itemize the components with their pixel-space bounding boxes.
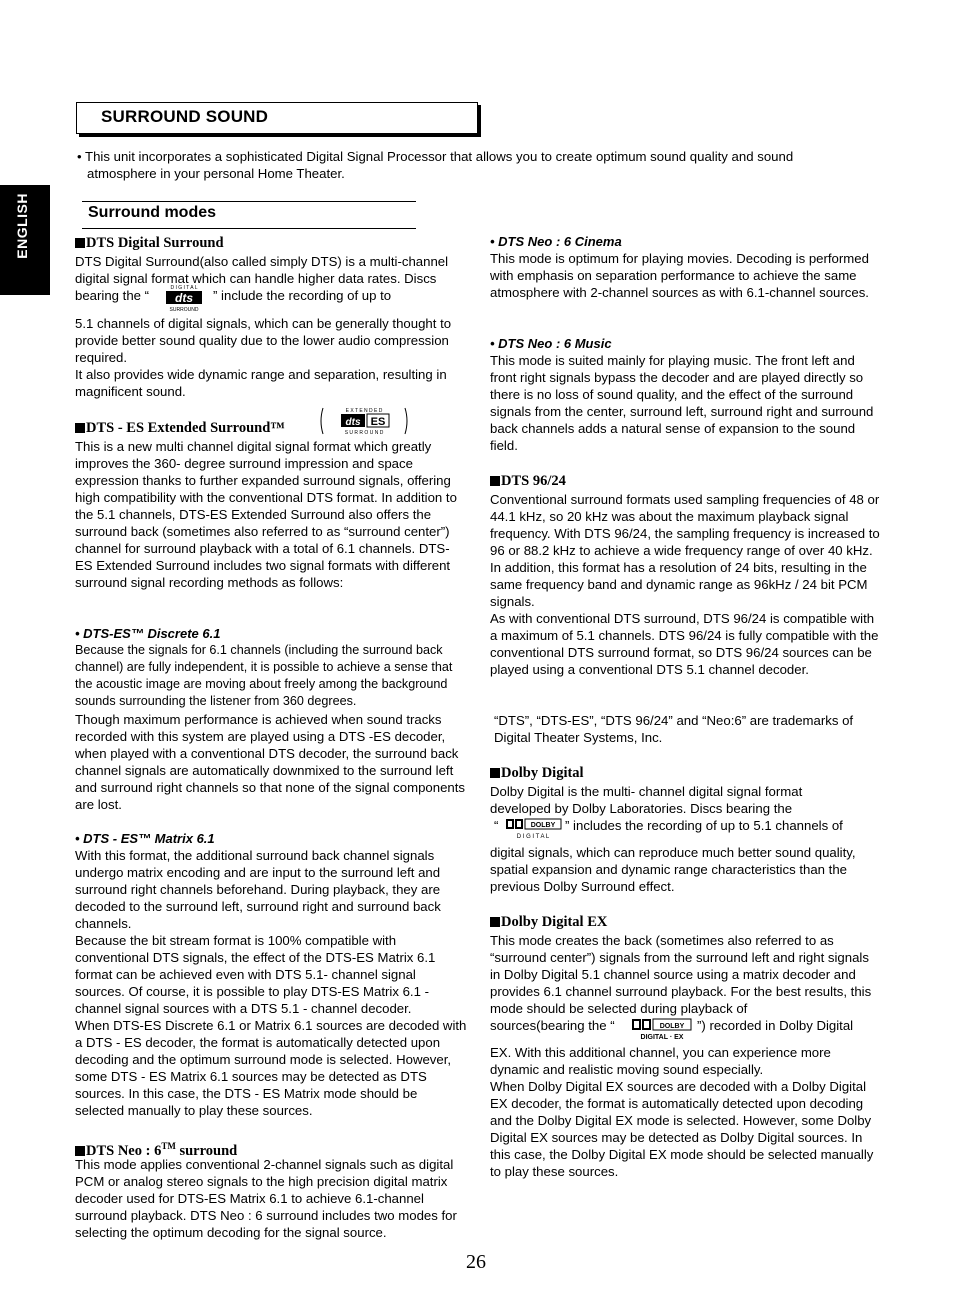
page-number: 26 <box>466 1251 486 1273</box>
section-title: Surround modes <box>88 204 217 221</box>
bullet-square-icon <box>490 768 500 778</box>
page-title: SURROUND SOUND <box>101 107 269 126</box>
neo6-cinema-paragraph: This mode is optimum for playing movies. Decoding is performed with emphasis on separation performance to achieve the same atmosphere with 2-channel sources as with 6.1-channel sources. <box>490 251 869 300</box>
svg-text:D I G I T A L: D I G I T A L <box>170 285 198 291</box>
svg-text:DOLBY: DOLBY <box>659 1023 685 1030</box>
language-tab <box>0 185 50 295</box>
svg-text:dts: dts <box>345 417 361 428</box>
intro-text <box>77 148 877 182</box>
bullet-square-icon <box>490 476 500 486</box>
bullet-square-icon <box>75 423 85 433</box>
dolby-digital-ex-logo-icon <box>631 1018 693 1046</box>
svg-text:ES: ES <box>370 416 386 428</box>
dts-9624-paragraph-1: Conventional surround formats used sampling frequencies of 48 or 44.1 kHz, so 20 kHz was about the maximum playback signal frequency. With DTS 96/24, the sampling frequency is increased to 96 or 88.2 kHz to achieve a wide frequency range of over 40 kHz. In addition, this format has a resolution of 24 bits, resulting in the same frequency band and dynamic range as 96kHz / 24 bit PCM signals. <box>490 492 880 609</box>
dts-es-paragraph: This is a new multi channel digital signal format which greatly improves the 360- degree surround impression and space expression thanks to further expanded surround signals, offering high compatibility with the conventional DTS format. In addition to the 5.1 channels, DTS-ES Extended Surround also offers the surround back (sometimes also referred to as “surround center”) channel for surround playback with a total of 6.1 channels. DTS-ES Extended Surround includes two signal formats with different surround signal recording methods as follows: <box>75 439 457 590</box>
dts-9624-paragraph-2: As with conventional DTS surround, DTS 96/24 is compatible with a maximum of 5.1 channels. DTS 96/24 is fully compatible with the conventional DTS surround format, so DTS 96/24 sources can be played using a conventional DTS 5.1 channel decoder. <box>490 611 879 677</box>
dolby-digital-ex-paragraph-2: EX. With this additional channel, you can experience more dynamic and realistic moving sound especially. <box>490 1045 831 1077</box>
dts-es-matrix-paragraph-1: With this format, the additional surround back channel signals undergo matrix encoding and are input to the surround left and surround right channels beforehand. During playback, they are decoded to the surround left, surround right and surround back channels. <box>75 848 441 931</box>
dts-neo6-paragraph: This mode applies conventional 2-channel signals such as digital PCM or analog stereo signals to the high precision digital matrix decoder used for DTS-ES Matrix 6.1 to achieve 6.1-channel surround playback. DTS Neo : 6 surround includes two modes for selecting the optimum decoding for the signal source. <box>75 1157 457 1240</box>
dolby-digital-ex-paragraph-3: When Dolby Digital EX sources are decoded with a Dolby Digital EX decoder, the format is automatically detected upon decoding and the Dolby Digital EX mode is selected. However, some Dolby Digital EX sources may be detected as Dolby Digital sources. In this case, the Dolby Digital EX mode should be selected manually to play these sources. <box>490 1079 874 1179</box>
intro-line-1: • This unit incorporates a sophisticated Digital Signal Processor that allows you to create optimum sound quality and sound <box>77 149 794 164</box>
dts-es-matrix-paragraph-3: When DTS-ES Discrete 6.1 or Matrix 6.1 sources are decoded with a DTS - ES decoder, the format is automatically detected upon decoding and the optimum surround mode is selected. However, some DTS - ES Matrix 6.1 sources may be detected as DTS sources. In this case, the DTS - ES Matrix mode should be selected manually to play these sources. <box>75 1018 467 1118</box>
section-rule-top <box>82 201 416 202</box>
dts-digital-surround-logo-icon <box>163 283 205 317</box>
dts-es-discrete-paragraph-2: Though maximum performance is achieved when sound tracks recorded with this system are played using a DTS -ES decoder, when played with a conventional DTS decoder, the surround back channel signals are automatically downmixed to the surround left and surround right channels so that none of the signal components are lost. <box>75 712 466 812</box>
dts-es-extended-surround-logo-icon <box>319 406 409 440</box>
dts-9624-heading: DTS 96/24 <box>490 473 882 490</box>
dolby-digital-ex-logo-line: sources(bearing the “ DOLBY DIGITAL · EX ”) recorded in Dolby Digital <box>490 1017 882 1044</box>
dts-es-matrix-heading: • DTS - ES™ Matrix 6.1 <box>75 831 215 846</box>
dts-paragraph: DTS Digital Surround(also called simply DTS) is a multi-channel digital signal format which can handle higher data rates. Discs bearing the “ D I G I T A L dts SURROUND ” include the recording of up to 5.1 channels of digital signals, which can be generally thought to provide better sound quality due to the lower audio compression required. It also provides wide dynamic range and separation, resulting in magnificent sound. <box>75 254 452 399</box>
dolby-digital-paragraph: Dolby Digital is the multi- channel digital signal format developed by Dolby Laboratories. Discs bearing the “ DOLBY D I G I T A L ” includes the recording of up to 5.1 channels of digital signals, which can reproduce much better sound quality, spatial expansion and dynamic range characteristics than the previous Dolby Surround effect. <box>490 784 856 894</box>
dts-es-discrete-paragraph-1: Because the signals for 6.1 channels (including the surround back channel) are fully independent, it is possible to achieve a sense that the acoustic image are moving about freely among the background sounds surrounding the listener from 360 degrees. <box>75 643 453 708</box>
svg-text:DOLBY: DOLBY <box>530 822 556 829</box>
bullet-square-icon <box>75 1146 85 1156</box>
svg-text:S U R R O U N D: S U R R O U N D <box>344 430 384 436</box>
svg-text:DIGITAL · EX: DIGITAL · EX <box>640 1034 684 1041</box>
dolby-digital-heading: Dolby Digital <box>490 765 882 782</box>
dolby-digital-ex-paragraph-1: This mode creates the back (sometimes also referred to as “surround center”) signals from the surround left and right signals in Dolby Digital 5.1 channel source using a matrix decoder and provides 6.1 channel surround playback. For the best results, this mode should be selected during playback of <box>490 933 872 1016</box>
dts-digital-surround-heading: DTS Digital Surround <box>75 235 467 252</box>
dts-es-heading: DTS - ES Extended Surround™ E X T E N D E D dts ES S U R R O U N D <box>75 406 467 436</box>
dolby-digital-logo-icon <box>505 818 563 846</box>
title-box <box>76 102 478 134</box>
intro-line-2: atmosphere in your personal Home Theater. <box>87 166 345 181</box>
dolby-digital-ex-heading: Dolby Digital EX <box>490 914 882 931</box>
trademark-note: “DTS”, “DTS-ES”, “DTS 96/24” and “Neo:6” are trademarks of Digital Theater Systems, Inc. <box>494 713 854 745</box>
neo6-music-heading: • DTS Neo : 6 Music <box>490 336 612 351</box>
bullet-square-icon <box>75 238 85 248</box>
neo6-cinema-heading: • DTS Neo : 6 Cinema <box>490 234 622 249</box>
svg-text:E X T E N D E D: E X T E N D E D <box>345 408 383 414</box>
dts-es-discrete-heading: • DTS-ES™ Discrete 6.1 <box>75 626 221 641</box>
dts-es-matrix-paragraph-2: Because the bit stream format is 100% compatible with conventional DTS signals, the effect of the DTS-ES Matrix 6.1 format can be achieved even with DTS 5.1- channel signal sources. Of course, it is possible to play DTS-ES Matrix 6.1 - channel signal sources with a DTS 5.1 - channel decoder. <box>75 933 436 1016</box>
language-tab-label: ENGLISH <box>14 193 30 259</box>
svg-text:SURROUND: SURROUND <box>169 307 199 313</box>
dts-neo6-heading: DTS Neo : 6™ surround <box>75 1138 467 1160</box>
bullet-square-icon <box>490 917 500 927</box>
svg-text:dts: dts <box>175 291 193 305</box>
section-rule <box>82 228 416 229</box>
svg-text:D I G I T A L: D I G I T A L <box>516 834 550 840</box>
neo6-music-paragraph: This mode is suited mainly for playing music. The front left and front right signals bypass the decoder and are played directly so there is no loss of sound quality, and the effect of the surround signals from the center, surround left, surround right and surround back channels adds a natural sense of expansion to the sound field. <box>490 353 874 453</box>
